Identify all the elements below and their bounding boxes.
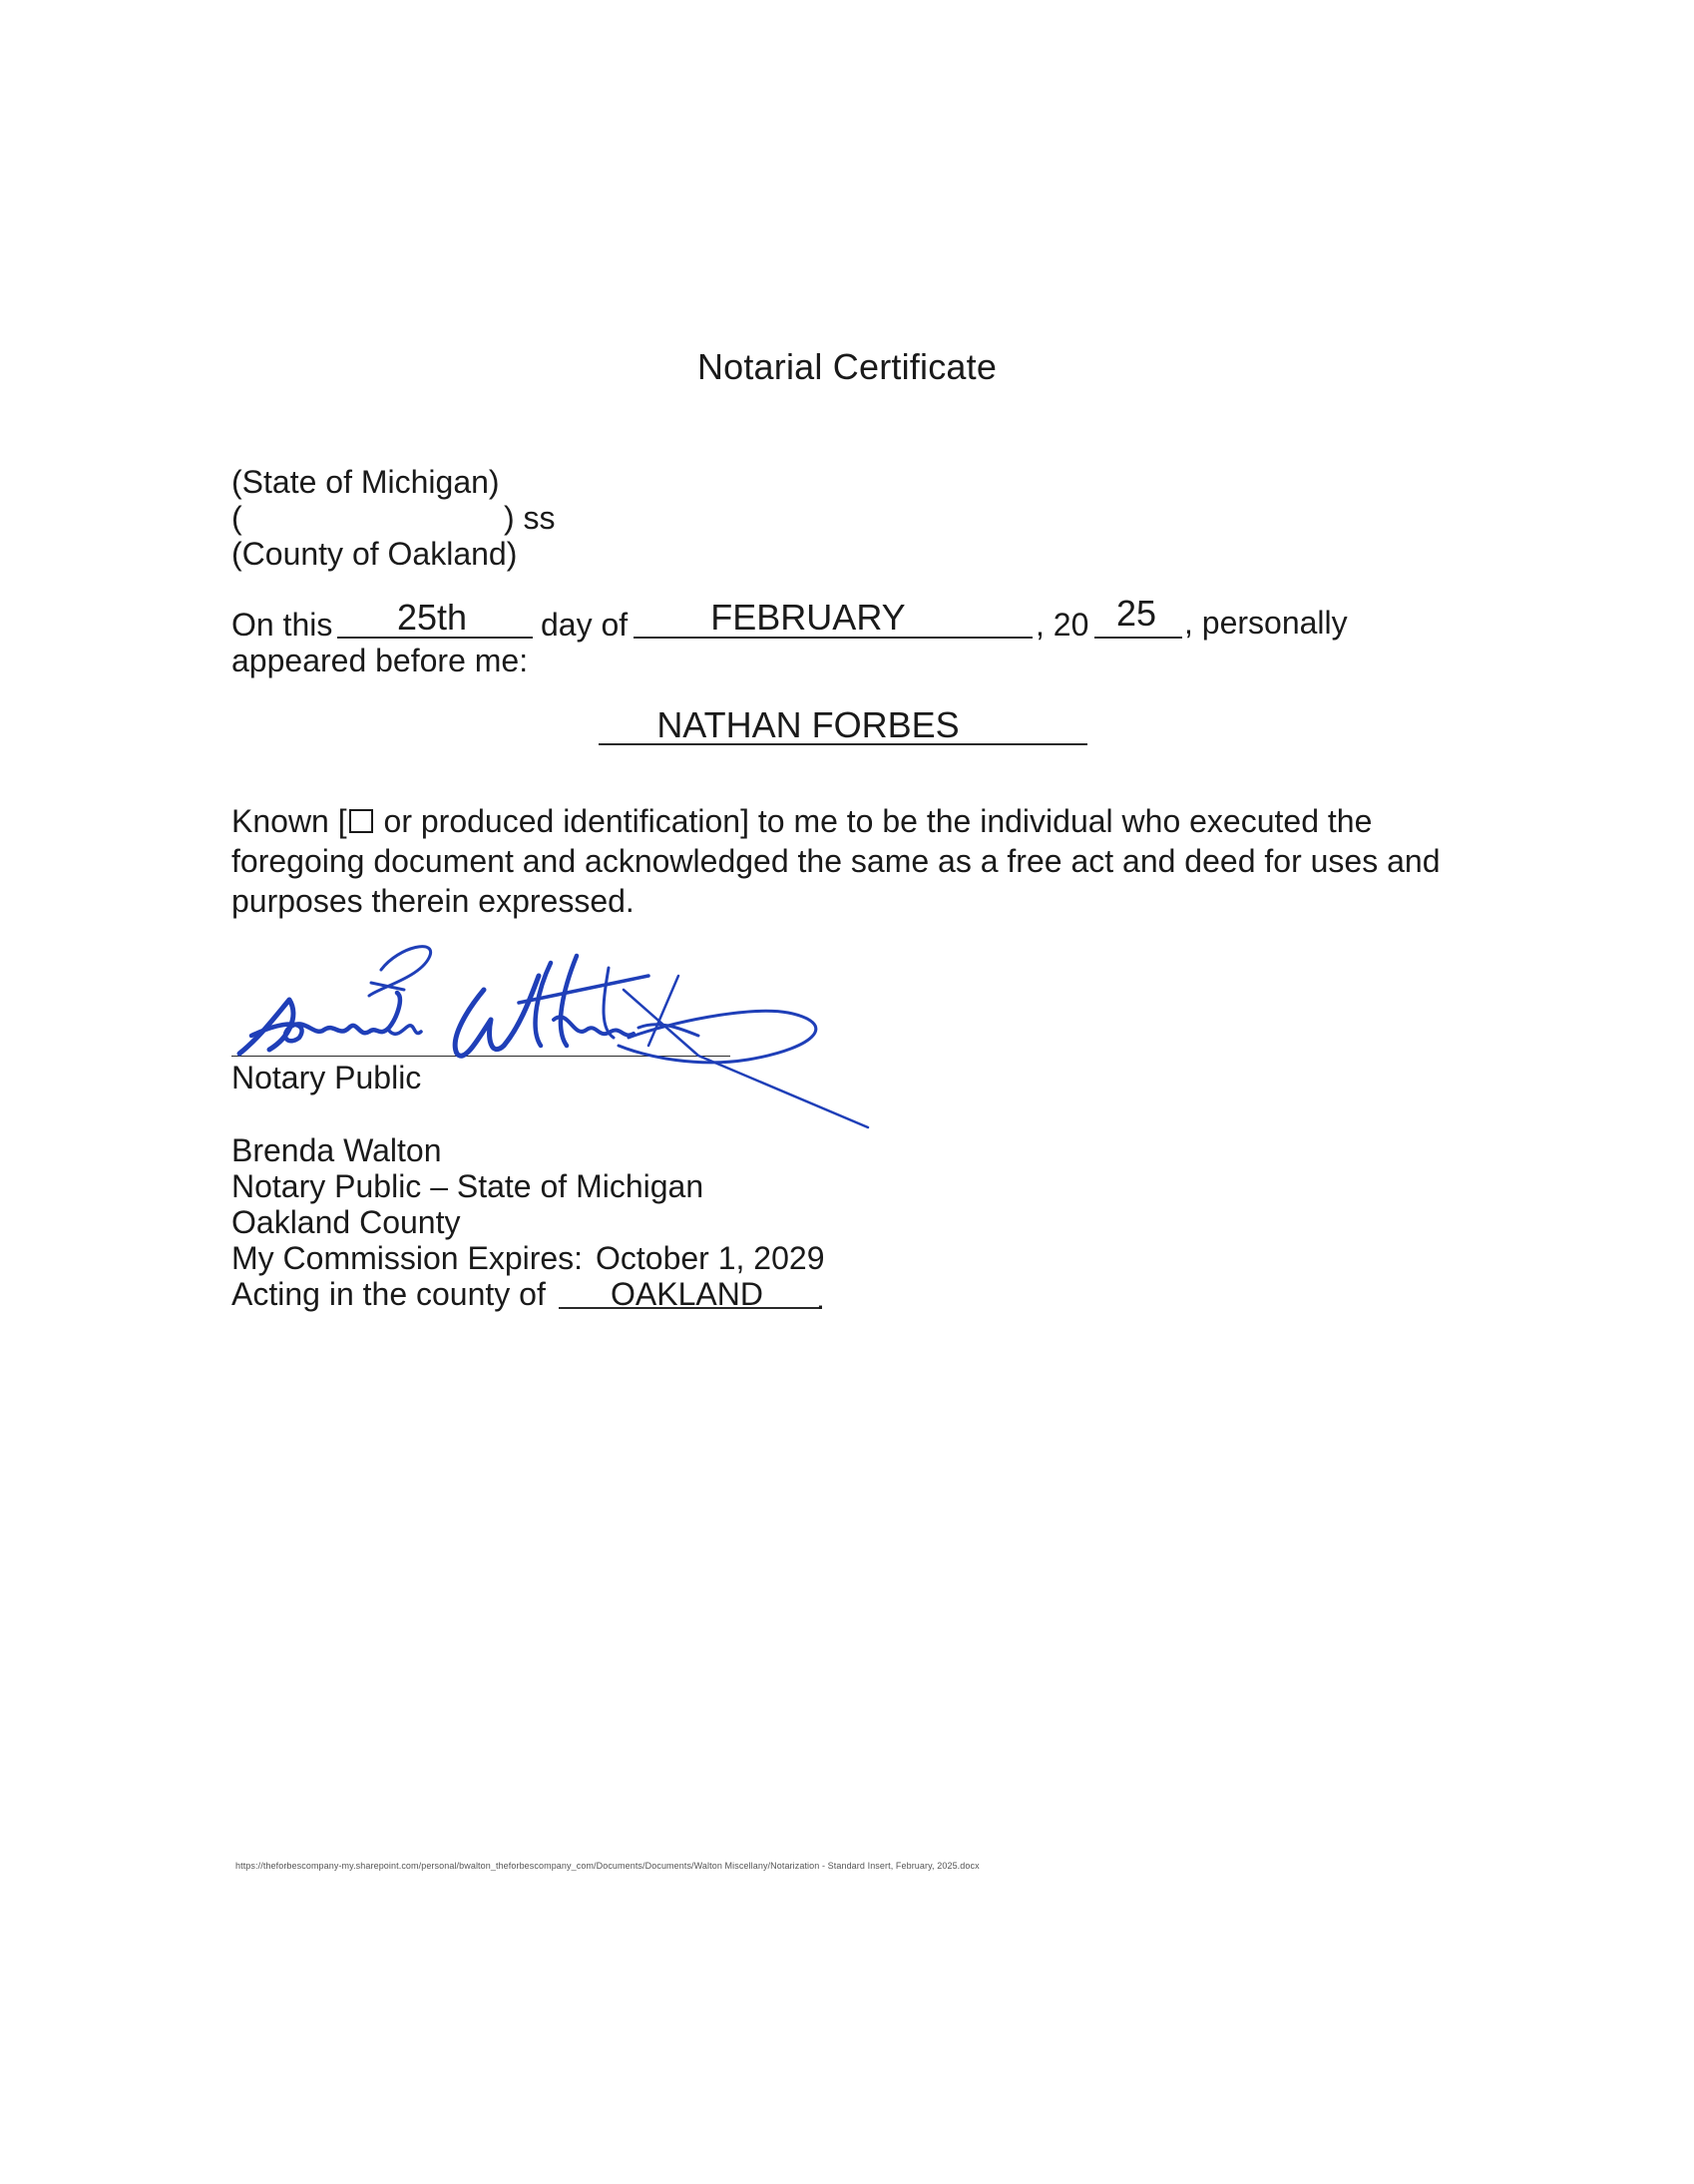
day-of-label: day of (541, 607, 629, 643)
checkbox-icon (349, 809, 373, 833)
notary-public-label: Notary Public (231, 1060, 422, 1095)
year-underline (1094, 637, 1182, 639)
notary-title: Notary Public – State of Michigan (231, 1168, 704, 1204)
appeared-label: appeared before me: (231, 643, 529, 678)
acting-suffix: . (816, 1280, 825, 1316)
known-text: Known [ (231, 803, 347, 839)
venue-county: (County of Oakland) (231, 536, 518, 572)
acknowledgment-paragraph (231, 801, 1449, 921)
acting-county: OAKLAND (611, 1276, 763, 1312)
handwritten-signature (229, 928, 908, 1137)
signer-name: NATHAN FORBES (656, 704, 960, 745)
notary-county: Oakland County (231, 1204, 461, 1240)
acknowledgment-line1: or produced identification] to me to be the individual who executed the (374, 803, 1373, 839)
commission-date: October 1, 2029 (596, 1240, 825, 1276)
on-this-label: On this (231, 607, 333, 643)
day-value: 25th (396, 597, 468, 638)
venue-ss: ) ss (504, 500, 556, 536)
year-prefix: , 20 (1036, 607, 1089, 643)
page-title: Notarial Certificate (696, 346, 998, 387)
commission-label: My Commission Expires: (231, 1240, 584, 1276)
year-value: 25 (1115, 593, 1157, 634)
venue-state: (State of Michigan) (231, 464, 500, 500)
personally-label: , personally (1184, 605, 1348, 641)
footer-file-path: https://theforbescompany-my.sharepoint.com/personal/bwalton_theforbescompany_com/Documents/Documents/Walton Miscellany/Notarization - Standard Insert, February, 2025.docx (235, 1861, 980, 1871)
venue-paren-open: ( (231, 500, 242, 536)
notary-name: Brenda Walton (231, 1132, 442, 1168)
acting-label: Acting in the county of (231, 1276, 546, 1312)
month-value: FEBRUARY (710, 597, 906, 638)
acknowledgment-line3: purposes therein expressed. (231, 883, 635, 919)
acknowledgment-line2: foregoing document and acknowledged the same as a free act and deed for uses and (231, 843, 1441, 879)
